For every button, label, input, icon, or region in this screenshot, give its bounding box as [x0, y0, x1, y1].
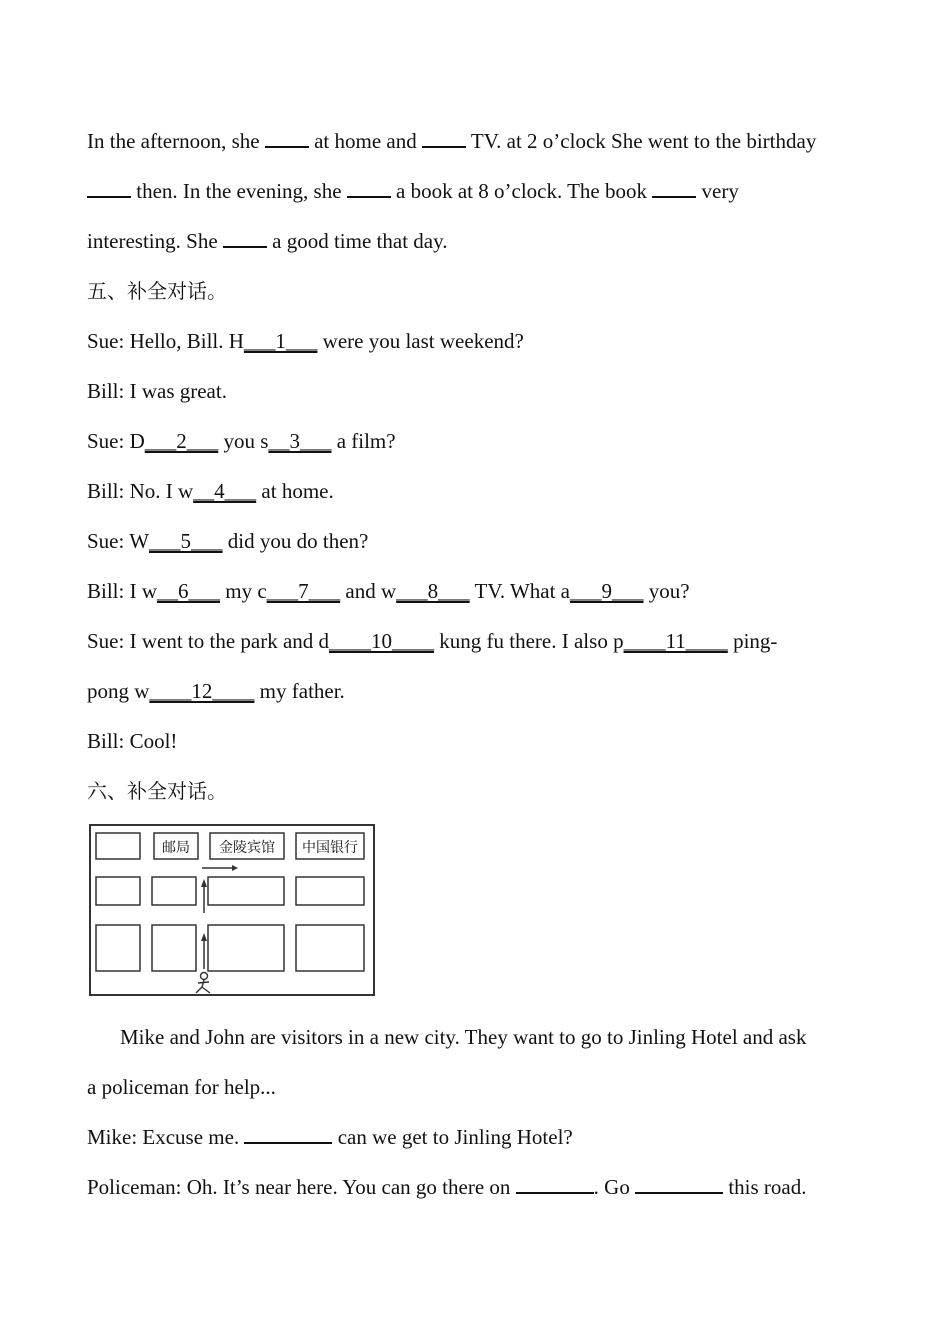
- dialogue-line-1: [87, 328, 524, 354]
- text: Sue: W: [87, 529, 150, 553]
- text: Mike: Excuse me.: [87, 1125, 245, 1149]
- text: you?: [643, 579, 690, 603]
- text: interesting. She: [87, 229, 223, 253]
- answer-blank-12[interactable]: ____12____: [149, 679, 255, 703]
- text: TV. What a: [469, 579, 570, 603]
- text: then. In the evening, she: [131, 179, 347, 203]
- blank[interactable]: [516, 1174, 594, 1194]
- map-block: [208, 877, 284, 905]
- text: at home and: [308, 129, 422, 153]
- blank[interactable]: [244, 1124, 332, 1144]
- text: a film?: [331, 429, 396, 453]
- post-office-label: 邮局: [162, 840, 190, 856]
- text: were you last weekend?: [317, 329, 524, 353]
- text: pong w: [87, 679, 150, 703]
- person-icon: [196, 973, 210, 994]
- map-block: [296, 877, 364, 905]
- dialogue-line-8: [87, 678, 345, 704]
- answer-blank-4[interactable]: __4___: [193, 479, 257, 503]
- blank[interactable]: [422, 128, 466, 148]
- section6-heading: 六、补全对话。: [87, 779, 227, 803]
- blank[interactable]: [223, 228, 267, 248]
- text: can we get to Jinling Hotel?: [332, 1125, 573, 1149]
- map-block: [152, 925, 196, 971]
- arrow-up-head: [201, 879, 207, 887]
- dialogue-line-3: [87, 428, 396, 454]
- blank[interactable]: [635, 1174, 723, 1194]
- answer-blank-2[interactable]: ___2___: [144, 429, 219, 453]
- text: . Go: [593, 1175, 636, 1199]
- text: very: [696, 179, 739, 203]
- text: ping-: [727, 629, 778, 653]
- answer-blank-3[interactable]: __3___: [268, 429, 332, 453]
- text: my c: [220, 579, 267, 603]
- arrow-up-head: [201, 933, 207, 941]
- map-block: [96, 925, 140, 971]
- text: Sue: D: [87, 429, 145, 453]
- text: Bill: No. I w: [87, 479, 194, 503]
- text: Policeman: Oh. It’s near here. You can go there on: [87, 1175, 516, 1199]
- answer-blank-1[interactable]: ___1___: [243, 329, 318, 353]
- answer-blank-11[interactable]: ____11____: [623, 629, 728, 653]
- blank[interactable]: [87, 178, 131, 198]
- text: Bill: I w: [87, 579, 158, 603]
- text: a good time that day.: [266, 229, 448, 253]
- text: Sue: I went to the park and d: [87, 629, 330, 653]
- answer-blank-9[interactable]: ___9___: [570, 579, 644, 603]
- dialogue-line-5: [87, 528, 368, 554]
- answer-blank-7[interactable]: ___7___: [266, 579, 341, 603]
- dialogue-line-4: [87, 478, 334, 504]
- text: Sue: Hello, Bill. H: [87, 329, 244, 353]
- text: and w: [340, 579, 397, 603]
- text: you s: [218, 429, 269, 453]
- answer-blank-8[interactable]: ___8___: [396, 579, 470, 603]
- intro-line-2: a policeman for help...: [87, 1075, 276, 1099]
- text: at home.: [256, 479, 334, 503]
- passage-line-3: [87, 228, 448, 254]
- answer-blank-10[interactable]: ____10____: [329, 629, 435, 653]
- text: this road.: [723, 1175, 807, 1199]
- map-block: [96, 833, 140, 859]
- street-map: [88, 823, 378, 999]
- dialogue-line-2: Bill: I was great.: [87, 379, 227, 403]
- intro-line-1: Mike and John are visitors in a new city. They want to go to Jinling Hotel and ask: [120, 1025, 807, 1049]
- policeman-line: [87, 1174, 806, 1200]
- passage-line-2: [87, 178, 739, 204]
- map-block: [208, 925, 284, 971]
- mike-line: [87, 1124, 573, 1150]
- answer-blank-6[interactable]: __6___: [157, 579, 221, 603]
- dialogue-line-9: Bill: Cool!: [87, 729, 178, 753]
- blank[interactable]: [347, 178, 391, 198]
- dialogue-line-7: [87, 628, 777, 654]
- text: did you do then?: [222, 529, 369, 553]
- map-block: [152, 877, 196, 905]
- blank[interactable]: [652, 178, 696, 198]
- blank[interactable]: [265, 128, 309, 148]
- arrow-right-head: [232, 865, 238, 871]
- text: In the afternoon, she: [87, 129, 265, 153]
- text: TV. at 2 o’clock She went to the birthday: [466, 129, 817, 153]
- map-block: [96, 877, 140, 905]
- text: kung fu there. I also p: [434, 629, 624, 653]
- section5-heading: 五、补全对话。: [87, 279, 227, 303]
- dialogue-line-6: [87, 578, 690, 604]
- answer-blank-5[interactable]: ___5___: [149, 529, 223, 553]
- text: a book at 8 o’clock. The book: [390, 179, 653, 203]
- passage-line-1: [87, 128, 816, 154]
- bank-label: 中国银行: [302, 840, 358, 856]
- map-block: [296, 925, 364, 971]
- hotel-label: 金陵宾馆: [219, 840, 275, 856]
- text: my father.: [254, 679, 345, 703]
